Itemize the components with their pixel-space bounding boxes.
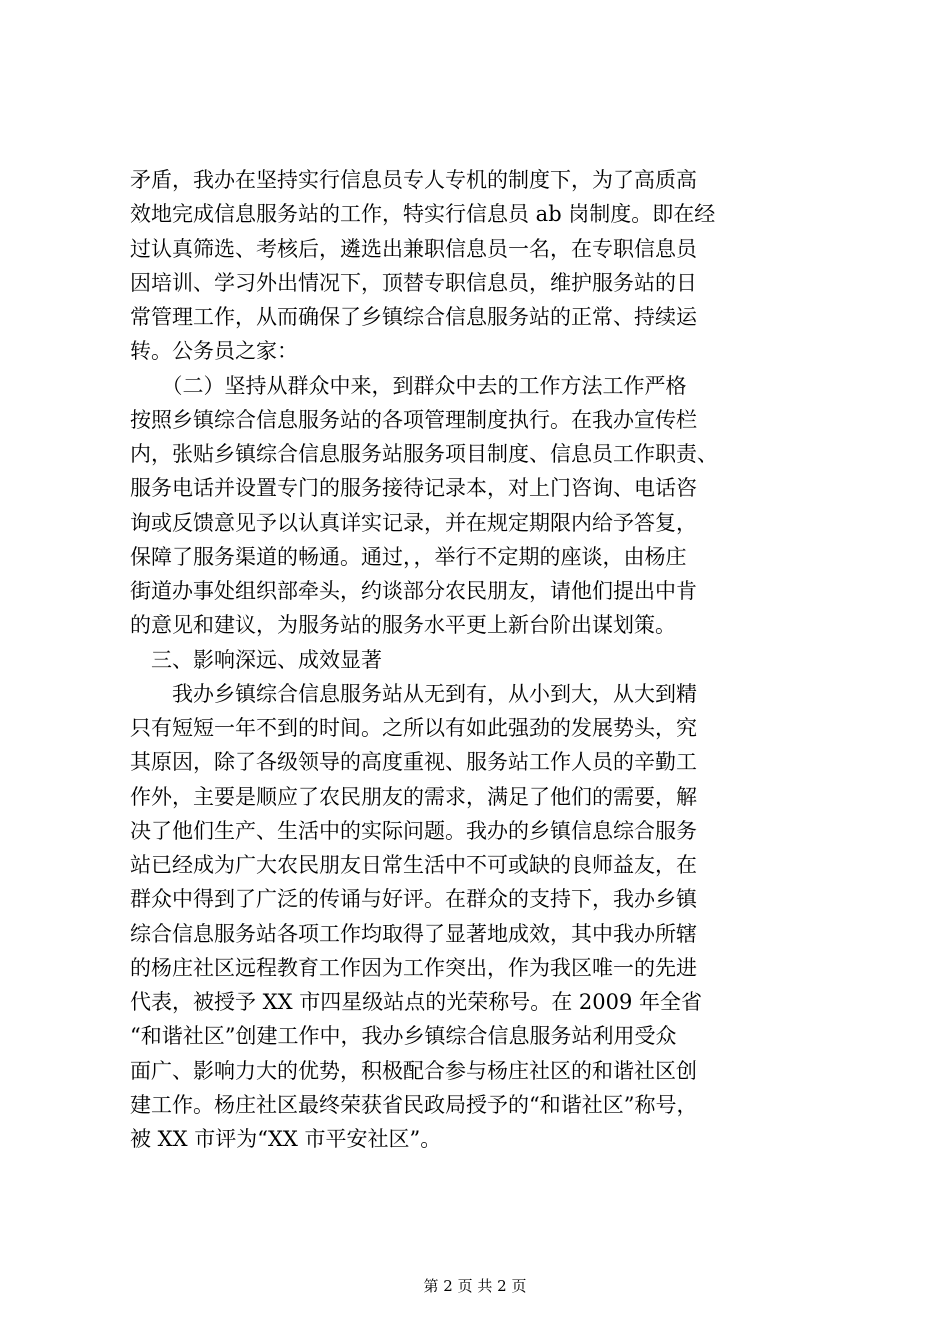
- text-line: 站已经成为广大农民朋友日常生活中不可或缺的良师益友，在: [130, 853, 697, 877]
- text-line: 综合信息服务站各项工作均取得了显著地成效，其中我办所辖: [130, 921, 697, 946]
- page-footer: [0, 1276, 950, 1296]
- text-line: 决了他们生产、生活中的实际问题。我办的乡镇信息综合服务: [130, 818, 697, 843]
- text-line: （二）坚持从群众中来，到群众中去的工作方法工作严格: [130, 373, 687, 398]
- page-number: 第 2 页 共 2 页: [423, 1277, 527, 1295]
- text-line: 作外，主要是顺应了农民朋友的需求，满足了他们的需要，解: [130, 784, 697, 809]
- text-line: 矛盾，我办在坚持实行信息员专人专机的制度下，为了高质高: [130, 168, 697, 192]
- text-line: 因培训、学习外出情况下，顶替专职信息员，维护服务站的日: [130, 270, 697, 295]
- text-line: 街道办事处组织部牵头，约谈部分农民朋友，请他们提出中肯: [130, 579, 697, 603]
- text-line: 服务电话并设置专门的服务接待记录本，对上门咨询、电话咨: [130, 476, 697, 501]
- text-line: 其原因，除了各级领导的高度重视、服务站工作人员的辛勤工: [130, 750, 697, 775]
- text-line: 按照乡镇综合信息服务站的各项管理制度执行。在我办宣传栏: [130, 407, 697, 432]
- text-line: 被 XX 市评为“XX 市平安社区”。: [130, 1127, 442, 1151]
- text-line: 我办乡镇综合信息服务站从无到有，从小到大，从大到精: [130, 681, 697, 706]
- document-body: [130, 163, 830, 1156]
- text-line: 保障了服务渠道的畅通。通过，，举行不定期的座谈，由杨庄: [130, 544, 687, 569]
- text-line: 代表，被授予 XX 市四星级站点的光荣称号。在 2009 年全省: [130, 990, 703, 1014]
- text-line: 的杨庄社区远程教育工作因为工作突出，作为我区唯一的先进: [130, 955, 697, 980]
- text-line: 转。公务员之家：: [130, 339, 298, 364]
- section-heading: 三、影响深远、成效显著: [130, 647, 382, 672]
- text-line: 群众中得到了广泛的传诵与好评。在群众的支持下，我办乡镇: [130, 887, 697, 912]
- text-line: 内，张贴乡镇综合信息服务站服务项目制度、信息员工作职责、: [130, 442, 718, 466]
- text-line: 询或反馈意见予以认真详实记录，并在规定期限内给予答复，: [130, 510, 697, 535]
- text-line: “和谐社区”创建工作中，我办乡镇综合信息服务站利用受众: [130, 1024, 677, 1049]
- text-line: 的意见和建议，为服务站的服务水平更上新台阶出谋划策。: [130, 613, 676, 638]
- text-line: 只有短短一年不到的时间。之所以有如此强劲的发展势头，究: [130, 716, 697, 740]
- text-line: 过认真筛选、考核后，遴选出兼职信息员一名，在专职信息员: [130, 236, 697, 261]
- text-line: 面广、影响力大的优势，积极配合参与杨庄社区的和谐社区创: [130, 1058, 697, 1083]
- text-line: 效地完成信息服务站的工作，特实行信息员 ab 岗制度。即在经: [130, 202, 716, 227]
- text-line: 常管理工作，从而确保了乡镇综合信息服务站的正常、持续运: [130, 305, 697, 329]
- text-line: 建工作。杨庄社区最终荣获省民政局授予的“和谐社区”称号，: [130, 1092, 698, 1117]
